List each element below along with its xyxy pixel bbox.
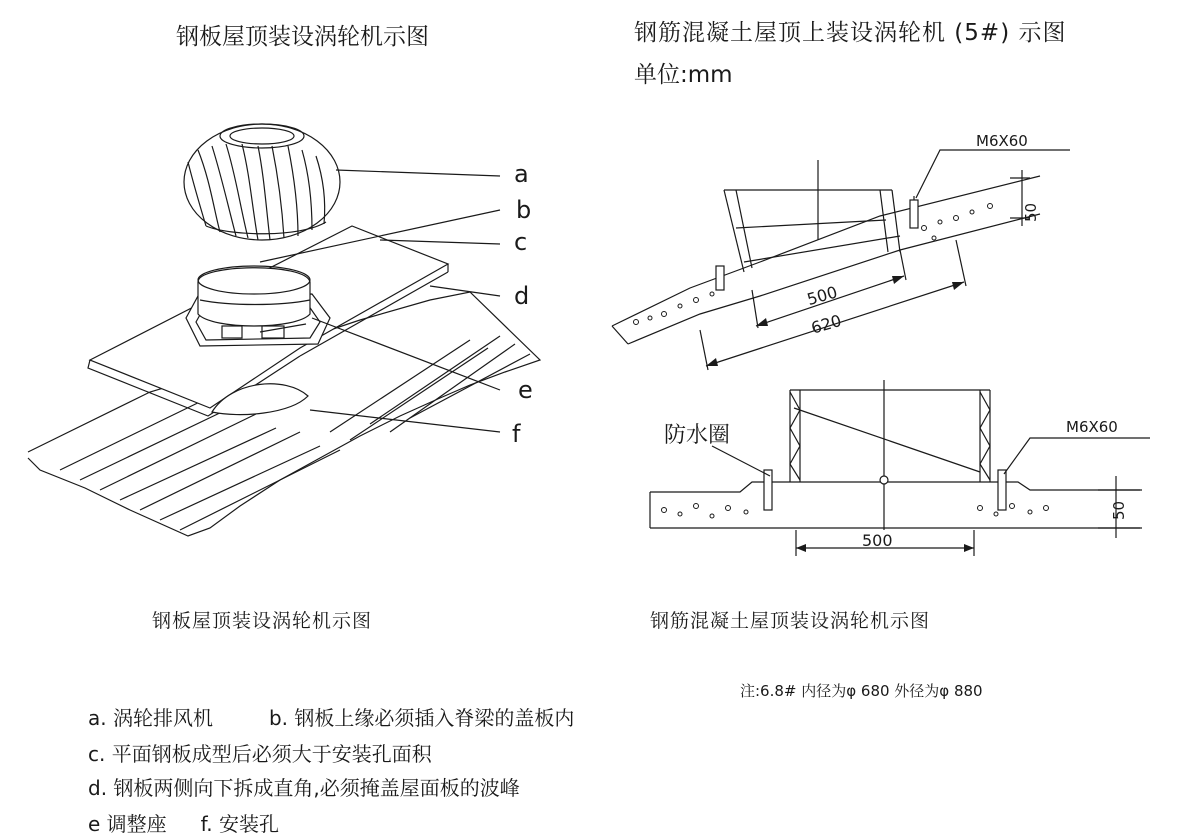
flat-concrete-roof (650, 380, 1150, 556)
legend-f: f. 安装孔 (200, 812, 279, 836)
unit-label: 单位:mm (634, 62, 733, 88)
callout-b: b (516, 196, 532, 224)
dim-50-sloped: 50 (1022, 202, 1040, 222)
dim-500-flat: 500 (862, 531, 893, 550)
legend-row-4 (88, 808, 279, 837)
left-diagram-title: 钢板屋顶装设涡轮机示图 (176, 24, 429, 50)
callout-a: a (514, 160, 529, 188)
legend-c: c. 平面钢板成型后必须大于安装孔面积 (88, 742, 432, 766)
dim-620-sloped: 620 (808, 310, 844, 338)
legend-a: a. 涡轮排风机 (88, 706, 213, 730)
adjusting-seat (186, 266, 330, 346)
right-diagram-title: 钢筋混凝土屋顶上装设涡轮机 (5#) 示图 (634, 20, 1067, 46)
left-caption: 钢板屋顶装设涡轮机示图 (152, 610, 373, 632)
callout-e: e (518, 376, 533, 404)
size-note: 注:6.8# 内径为φ 680 外径为φ 880 (740, 682, 983, 700)
bolt-label-top: M6X60 (976, 132, 1028, 150)
legend-d: d. 钢板两侧向下拆成直角,必须掩盖屋面板的波峰 (88, 776, 520, 800)
legend-e: e 调整座 (88, 812, 167, 836)
dim-500-sloped: 500 (804, 282, 840, 310)
sloped-concrete-roof (612, 150, 1070, 370)
right-caption: 钢筋混凝土屋顶装设涡轮机示图 (650, 610, 931, 632)
concrete-aggregate (634, 204, 1049, 519)
callout-c: c (514, 228, 528, 256)
dim-50-flat: 50 (1110, 500, 1128, 520)
turbine-ventilator (184, 124, 340, 240)
legend-row-1 (88, 702, 574, 731)
legend-b: b. 钢板上缘必须插入脊梁的盖板内 (268, 706, 575, 730)
callout-d: d (514, 282, 530, 310)
bolt-label-bottom: M6X60 (1066, 418, 1118, 436)
waterproof-ring-label: 防水圈 (664, 423, 731, 448)
callout-f: f (512, 420, 521, 448)
